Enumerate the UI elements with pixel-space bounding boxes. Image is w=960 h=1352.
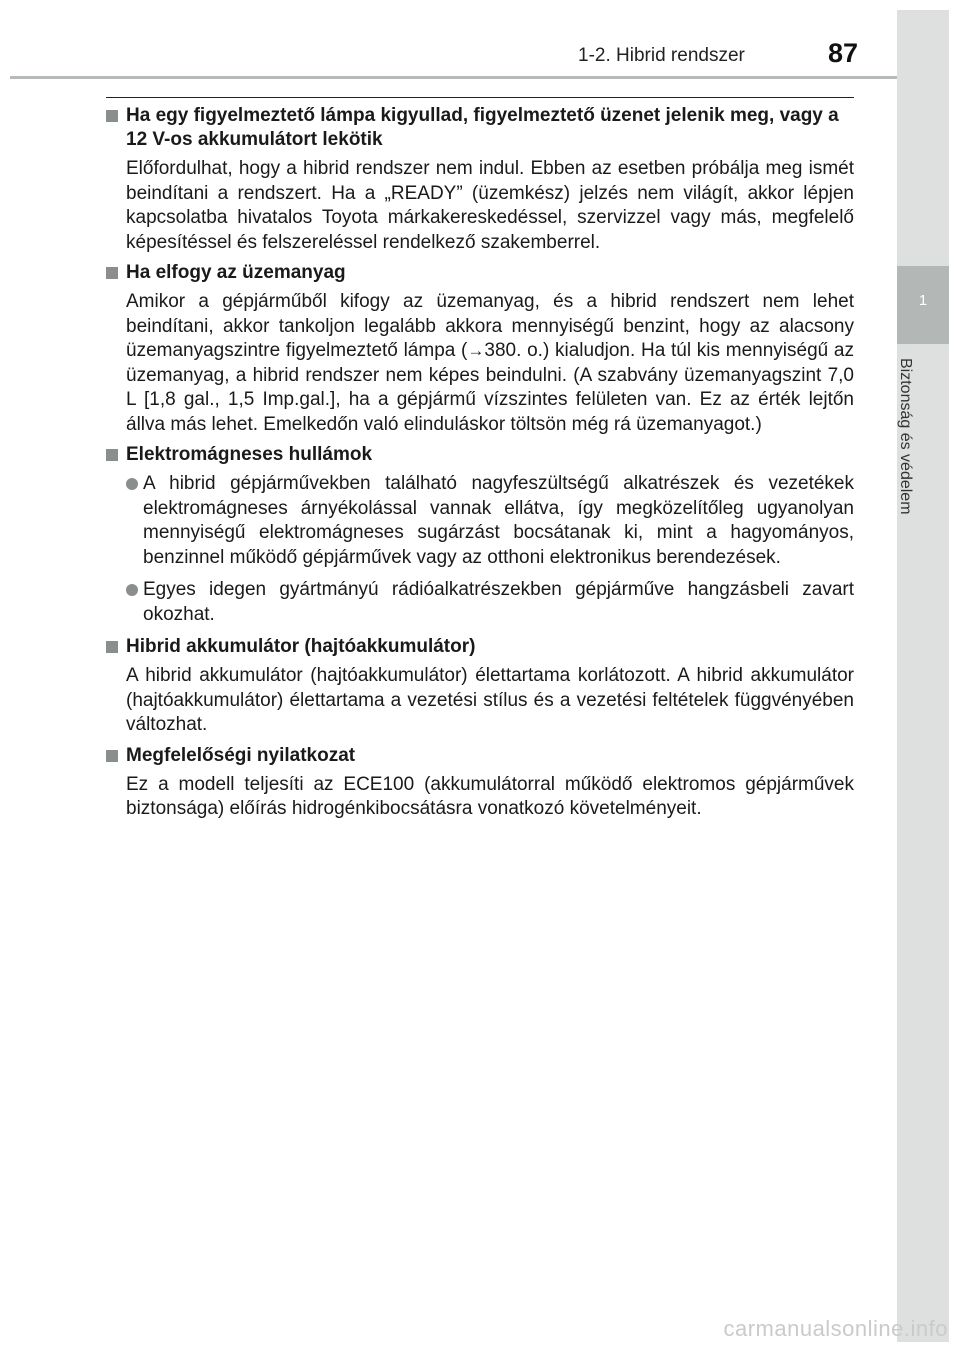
- page-number: 87: [828, 38, 859, 68]
- section-hybrid-battery: [106, 635, 854, 738]
- section-heading: [106, 635, 854, 659]
- section-heading: [106, 443, 854, 467]
- section-declaration-of-conformity: [106, 744, 854, 822]
- paragraph: [126, 290, 854, 437]
- square-bullet-icon: [106, 750, 118, 762]
- paragraph: Előfordulhat, hogy a hibrid rendszer nem indul. Ebben az esetben próbálja meg ismét beindítani a rendszert. Ha a „READY” (üzemkész) jelzés nem világít, akkor lépjen kapcsolatba hivatalos Toyota márkakereskedéssel, szervizzel vagy más, megfelelő képesítéssel és felszereléssel rendelkező szakemberrel.: [126, 158, 854, 253]
- section-heading-text: Megfelelőségi nyilatkozat: [126, 744, 356, 766]
- section-heading-text: Elektromágneses hullámok: [126, 444, 373, 465]
- chapter-title: Biztonság és védelem: [897, 358, 914, 515]
- paragraph-text-after-ref: 380. o.) kialudjon. Ha túl kis mennyiségű az üzemanyag, a hibrid rendszer nem képes beindulni. (A szabvány üzemanyagszint 7,0 L [1,8 gal., 1,5 Imp.gal.], ha a gépjármű vízszintes felületen van. Ez az érték lejtőn állva más lehet. Emelkedőn való elinduláskor töltsön még rá üzemanyagot.): [126, 340, 854, 435]
- section-heading-text: Hibrid akkumulátor (hajtóakkumulátor): [126, 636, 476, 657]
- list-item-text: Egyes idegen gyártmányú rádióalkatrészekben gépjárműve hangzásbeli zavart okozhat.: [143, 579, 854, 625]
- paragraph: A hibrid akkumulátor (hajtóakkumulátor) élettartama korlátozott. A hibrid akkumulátor (hajtóakkumulátor) élettartama a vezetési stílus és a vezetési feltételek függvényében változhat.: [126, 665, 854, 735]
- round-bullet-icon: [126, 584, 138, 596]
- header-section-title: 1-2. Hibrid rendszer: [578, 45, 745, 66]
- section-heading: [106, 261, 854, 285]
- square-bullet-icon: [106, 449, 118, 461]
- paragraph: Ez a modell teljesíti az ECE100 (akkumulátorral működő elektromos gépjárművek biztonsága) előírás hidrogénkibocsátásra vonatkozó követelményeit.: [126, 773, 854, 819]
- page-reference-arrow-icon: →: [467, 341, 485, 360]
- section-electromagnetic-waves: [106, 443, 854, 627]
- square-bullet-icon: [106, 641, 118, 653]
- square-bullet-icon: [106, 267, 118, 279]
- page-content: [106, 97, 854, 828]
- section-heading: [106, 104, 854, 152]
- section-heading-text: Ha elfogy az üzemanyag: [126, 262, 346, 283]
- section-heading: [106, 744, 854, 768]
- list-item-text: A hibrid gépjárművekben található nagyfeszültségű alkatrészek és vezetékek elektromágneses árnyékolással vannak ellátva, így megközelítőleg ugyanolyan mennyiségű elektromágneses sugárzást bocsátanak ki, mint a hagyományos, benzinnel működő gépjárművek vagy az otthoni elektronikus berendezések.: [143, 473, 854, 568]
- square-bullet-icon: [106, 110, 118, 122]
- section-out-of-fuel: [106, 261, 854, 437]
- header-rule: [10, 76, 897, 79]
- watermark-link[interactable]: carmanualsonline.info: [723, 1316, 948, 1341]
- side-chapter-tab: [897, 10, 949, 1342]
- round-bullet-icon: [126, 478, 138, 490]
- list-item: [126, 472, 854, 570]
- paragraph-text-before-ref: Amikor a gépjárműből kifogy az üzemanyag, és a hibrid rendszert nem lehet beindítani, akkor tankoljon legalább akkora mennyiségű benzint, hogy az alacsony üzemanyagszintre figyelmeztető lámpa (: [126, 291, 854, 361]
- list-item: [126, 578, 854, 627]
- section-warning-light: [106, 104, 854, 255]
- section-heading-text: Ha egy figyelmeztető lámpa kigyullad, figyelmeztető üzenet jelenik meg, vagy a 12 V-os akkumulátort lekötik: [126, 105, 839, 150]
- chapter-number: 1: [918, 292, 928, 309]
